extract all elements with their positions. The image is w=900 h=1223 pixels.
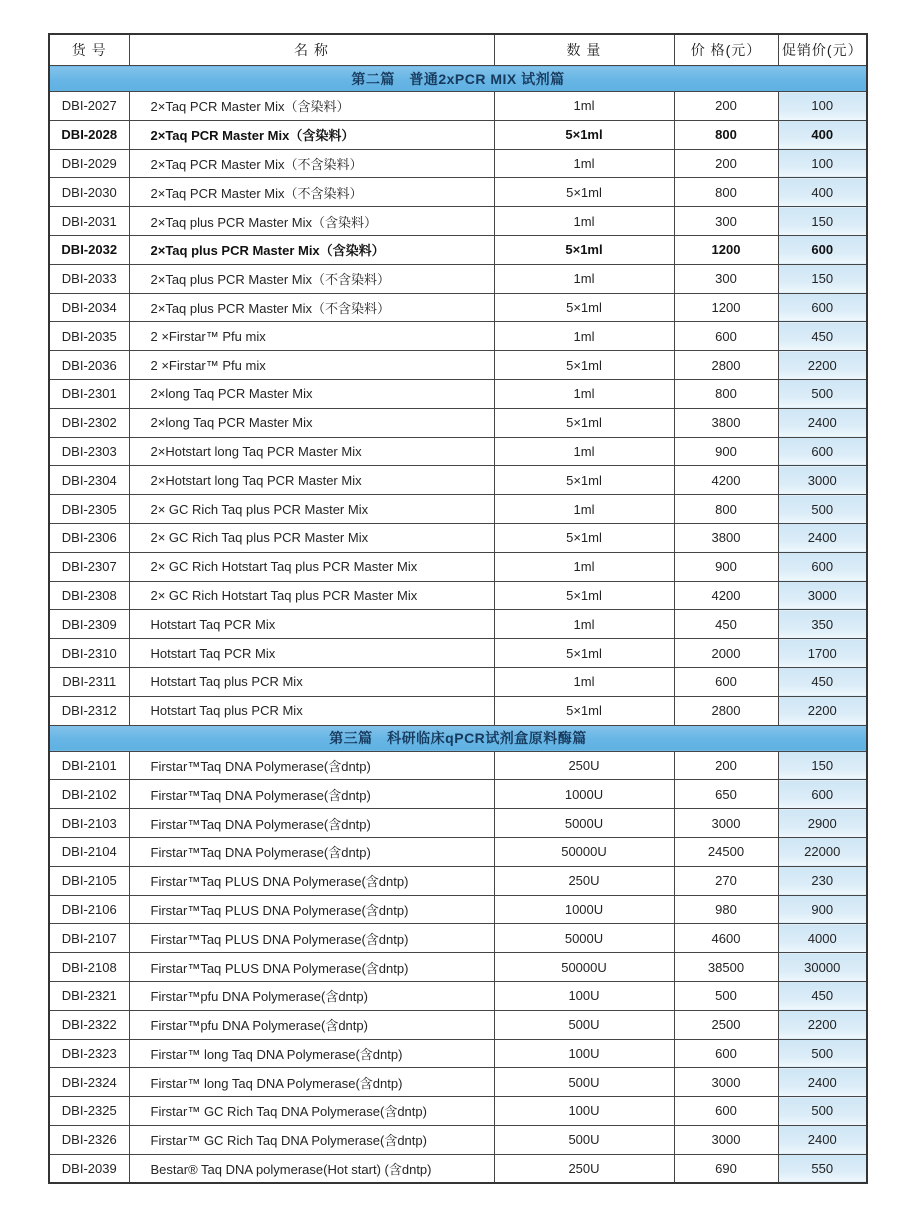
cell-name: 2×Taq PCR Master Mix（含染料） (129, 92, 494, 121)
cell-qty: 5×1ml (494, 581, 674, 610)
cell-promo: 600 (778, 780, 867, 809)
catalog-table-body (49, 66, 867, 1183)
cell-price: 690 (674, 1154, 778, 1183)
table-row (49, 552, 867, 581)
cell-name: Firstar™Taq DNA Polymerase(含dntp) (129, 780, 494, 809)
col-header-qty: 数 量 (494, 34, 674, 66)
cell-code: DBI-2104 (49, 837, 129, 866)
cell-code: DBI-2312 (49, 696, 129, 725)
cell-qty: 1ml (494, 667, 674, 696)
cell-qty: 5×1ml (494, 120, 674, 149)
cell-name: 2× GC Rich Taq plus PCR Master Mix (129, 495, 494, 524)
cell-qty: 1ml (494, 264, 674, 293)
section-band-row (49, 725, 867, 751)
table-row (49, 437, 867, 466)
cell-qty: 5×1ml (494, 351, 674, 380)
cell-code: DBI-2031 (49, 207, 129, 236)
cell-name: 2× GC Rich Hotstart Taq plus PCR Master Mix (129, 581, 494, 610)
table-row (49, 322, 867, 351)
cell-code: DBI-2106 (49, 895, 129, 924)
table-row (49, 523, 867, 552)
table-row (49, 667, 867, 696)
cell-promo: 4000 (778, 924, 867, 953)
cell-qty: 5×1ml (494, 466, 674, 495)
cell-qty: 1000U (494, 895, 674, 924)
cell-code: DBI-2311 (49, 667, 129, 696)
cell-name: 2×Hotstart long Taq PCR Master Mix (129, 466, 494, 495)
cell-price: 500 (674, 981, 778, 1010)
cell-code: DBI-2034 (49, 293, 129, 322)
cell-promo: 150 (778, 264, 867, 293)
cell-price: 1200 (674, 293, 778, 322)
cell-qty: 5×1ml (494, 523, 674, 552)
table-row (49, 408, 867, 437)
cell-name: Hotstart Taq plus PCR Mix (129, 696, 494, 725)
cell-price: 650 (674, 780, 778, 809)
cell-price: 600 (674, 1097, 778, 1126)
cell-code: DBI-2306 (49, 523, 129, 552)
cell-promo: 600 (778, 293, 867, 322)
cell-name: Firstar™ GC Rich Taq DNA Polymerase(含dntp) (129, 1097, 494, 1126)
cell-code: DBI-2108 (49, 953, 129, 982)
cell-name: Firstar™Taq PLUS DNA Polymerase(含dntp) (129, 953, 494, 982)
table-row (49, 866, 867, 895)
table-row (49, 639, 867, 668)
cell-price: 300 (674, 264, 778, 293)
cell-price: 3000 (674, 1125, 778, 1154)
cell-qty: 5000U (494, 924, 674, 953)
table-row (49, 466, 867, 495)
cell-code: DBI-2033 (49, 264, 129, 293)
cell-qty: 5×1ml (494, 696, 674, 725)
section-band-title: 第三篇 科研临床qPCR试剂盒原料酶篇 (49, 725, 867, 751)
cell-name: 2×Taq plus PCR Master Mix（含染料） (129, 207, 494, 236)
cell-name: Firstar™ long Taq DNA Polymerase(含dntp) (129, 1068, 494, 1097)
cell-price: 270 (674, 866, 778, 895)
table-row (49, 207, 867, 236)
cell-qty: 1ml (494, 437, 674, 466)
cell-price: 600 (674, 667, 778, 696)
cell-promo: 3000 (778, 581, 867, 610)
table-row (49, 351, 867, 380)
table-row (49, 981, 867, 1010)
cell-code: DBI-2302 (49, 408, 129, 437)
cell-promo: 500 (778, 1097, 867, 1126)
table-row (49, 92, 867, 121)
cell-name: 2×Taq PCR Master Mix（含染料） (129, 120, 494, 149)
cell-qty: 1ml (494, 207, 674, 236)
cell-price: 2800 (674, 351, 778, 380)
cell-name: Firstar™ GC Rich Taq DNA Polymerase(含dntp) (129, 1125, 494, 1154)
table-row (49, 1039, 867, 1068)
cell-promo: 600 (778, 437, 867, 466)
table-row (49, 751, 867, 780)
cell-promo: 230 (778, 866, 867, 895)
cell-code: DBI-2324 (49, 1068, 129, 1097)
cell-promo: 150 (778, 207, 867, 236)
cell-promo: 2900 (778, 809, 867, 838)
table-row (49, 809, 867, 838)
cell-price: 4200 (674, 581, 778, 610)
cell-price: 980 (674, 895, 778, 924)
cell-code: DBI-2325 (49, 1097, 129, 1126)
cell-qty: 5×1ml (494, 235, 674, 264)
table-row (49, 149, 867, 178)
cell-promo: 500 (778, 495, 867, 524)
col-header-name: 名 称 (129, 34, 494, 66)
cell-name: Firstar™Taq DNA Polymerase(含dntp) (129, 809, 494, 838)
cell-promo: 100 (778, 149, 867, 178)
cell-qty: 1ml (494, 379, 674, 408)
cell-name: Firstar™ long Taq DNA Polymerase(含dntp) (129, 1039, 494, 1068)
cell-price: 200 (674, 92, 778, 121)
cell-price: 600 (674, 322, 778, 351)
table-row (49, 293, 867, 322)
cell-price: 4600 (674, 924, 778, 953)
cell-price: 3000 (674, 1068, 778, 1097)
cell-name: Firstar™Taq DNA Polymerase(含dntp) (129, 751, 494, 780)
cell-promo: 2400 (778, 523, 867, 552)
cell-code: DBI-2307 (49, 552, 129, 581)
cell-qty: 1ml (494, 610, 674, 639)
cell-price: 450 (674, 610, 778, 639)
cell-qty: 100U (494, 1039, 674, 1068)
cell-promo: 500 (778, 1039, 867, 1068)
table-row (49, 495, 867, 524)
cell-promo: 2400 (778, 1068, 867, 1097)
cell-name: 2×Taq plus PCR Master Mix（不含染料） (129, 293, 494, 322)
cell-price: 4200 (674, 466, 778, 495)
cell-qty: 100U (494, 981, 674, 1010)
cell-price: 1200 (674, 235, 778, 264)
cell-price: 600 (674, 1039, 778, 1068)
table-row (49, 924, 867, 953)
cell-promo: 500 (778, 379, 867, 408)
cell-name: 2×Taq PCR Master Mix（不含染料） (129, 149, 494, 178)
cell-qty: 250U (494, 1154, 674, 1183)
cell-price: 800 (674, 178, 778, 207)
cell-code: DBI-2107 (49, 924, 129, 953)
table-row (49, 120, 867, 149)
cell-promo: 22000 (778, 837, 867, 866)
cell-price: 200 (674, 149, 778, 178)
table-row (49, 696, 867, 725)
cell-qty: 500U (494, 1125, 674, 1154)
cell-promo: 100 (778, 92, 867, 121)
cell-qty: 1ml (494, 322, 674, 351)
cell-promo: 3000 (778, 466, 867, 495)
cell-price: 900 (674, 552, 778, 581)
cell-qty: 5×1ml (494, 639, 674, 668)
cell-name: Firstar™Taq PLUS DNA Polymerase(含dntp) (129, 924, 494, 953)
cell-code: DBI-2036 (49, 351, 129, 380)
cell-name: 2×long Taq PCR Master Mix (129, 379, 494, 408)
table-row (49, 837, 867, 866)
cell-code: DBI-2035 (49, 322, 129, 351)
cell-qty: 500U (494, 1068, 674, 1097)
cell-price: 2800 (674, 696, 778, 725)
cell-price: 3800 (674, 408, 778, 437)
cell-name: Bestar® Taq DNA polymerase(Hot start) (含dntp) (129, 1154, 494, 1183)
cell-qty: 250U (494, 751, 674, 780)
cell-code: DBI-2027 (49, 92, 129, 121)
cell-promo: 2400 (778, 408, 867, 437)
cell-code: DBI-2103 (49, 809, 129, 838)
cell-name: Firstar™Taq PLUS DNA Polymerase(含dntp) (129, 866, 494, 895)
cell-name: Firstar™Taq DNA Polymerase(含dntp) (129, 837, 494, 866)
cell-qty: 5×1ml (494, 293, 674, 322)
cell-qty: 1ml (494, 92, 674, 121)
cell-price: 2000 (674, 639, 778, 668)
cell-code: DBI-2309 (49, 610, 129, 639)
cell-promo: 550 (778, 1154, 867, 1183)
cell-name: 2×Hotstart long Taq PCR Master Mix (129, 437, 494, 466)
table-row (49, 1010, 867, 1039)
table-row (49, 178, 867, 207)
cell-name: 2 ×Firstar™ Pfu mix (129, 322, 494, 351)
cell-qty: 50000U (494, 837, 674, 866)
table-row (49, 235, 867, 264)
cell-price: 3800 (674, 523, 778, 552)
cell-code: DBI-2039 (49, 1154, 129, 1183)
cell-name: 2× GC Rich Taq plus PCR Master Mix (129, 523, 494, 552)
cell-promo: 2200 (778, 696, 867, 725)
cell-price: 3000 (674, 809, 778, 838)
cell-name: Hotstart Taq plus PCR Mix (129, 667, 494, 696)
cell-qty: 5×1ml (494, 408, 674, 437)
cell-code: DBI-2105 (49, 866, 129, 895)
cell-name: Hotstart Taq PCR Mix (129, 610, 494, 639)
cell-name: Firstar™pfu DNA Polymerase(含dntp) (129, 981, 494, 1010)
cell-code: DBI-2304 (49, 466, 129, 495)
cell-name: Hotstart Taq PCR Mix (129, 639, 494, 668)
cell-promo: 600 (778, 552, 867, 581)
col-header-promo: 促销价(元） (778, 34, 867, 66)
cell-promo: 900 (778, 895, 867, 924)
cell-code: DBI-2030 (49, 178, 129, 207)
table-row (49, 581, 867, 610)
cell-code: DBI-2301 (49, 379, 129, 408)
cell-qty: 5000U (494, 809, 674, 838)
cell-code: DBI-2326 (49, 1125, 129, 1154)
cell-code: DBI-2321 (49, 981, 129, 1010)
cell-price: 900 (674, 437, 778, 466)
cell-price: 800 (674, 120, 778, 149)
cell-name: 2×Taq plus PCR Master Mix（含染料） (129, 235, 494, 264)
cell-promo: 400 (778, 120, 867, 149)
cell-code: DBI-2102 (49, 780, 129, 809)
table-row (49, 264, 867, 293)
cell-code: DBI-2101 (49, 751, 129, 780)
cell-code: DBI-2029 (49, 149, 129, 178)
cell-promo: 2400 (778, 1125, 867, 1154)
cell-name: 2×long Taq PCR Master Mix (129, 408, 494, 437)
cell-code: DBI-2308 (49, 581, 129, 610)
cell-price: 300 (674, 207, 778, 236)
col-header-code: 货 号 (49, 34, 129, 66)
table-row (49, 379, 867, 408)
table-row (49, 953, 867, 982)
cell-qty: 5×1ml (494, 178, 674, 207)
cell-qty: 500U (494, 1010, 674, 1039)
cell-promo: 350 (778, 610, 867, 639)
cell-promo: 450 (778, 981, 867, 1010)
cell-qty: 1000U (494, 780, 674, 809)
col-header-price: 价 格(元） (674, 34, 778, 66)
cell-qty: 100U (494, 1097, 674, 1126)
cell-code: DBI-2310 (49, 639, 129, 668)
cell-price: 200 (674, 751, 778, 780)
cell-code: DBI-2032 (49, 235, 129, 264)
section-band-row (49, 66, 867, 92)
cell-code: DBI-2303 (49, 437, 129, 466)
cell-code: DBI-2322 (49, 1010, 129, 1039)
cell-qty: 1ml (494, 149, 674, 178)
table-row (49, 895, 867, 924)
cell-qty: 1ml (494, 552, 674, 581)
cell-code: DBI-2323 (49, 1039, 129, 1068)
table-row (49, 1097, 867, 1126)
cell-promo: 450 (778, 322, 867, 351)
cell-code: DBI-2305 (49, 495, 129, 524)
cell-promo: 450 (778, 667, 867, 696)
table-header-row (49, 34, 867, 66)
cell-price: 38500 (674, 953, 778, 982)
cell-promo: 150 (778, 751, 867, 780)
cell-promo: 600 (778, 235, 867, 264)
cell-promo: 2200 (778, 351, 867, 380)
cell-promo: 400 (778, 178, 867, 207)
cell-name: 2×Taq plus PCR Master Mix（不含染料） (129, 264, 494, 293)
cell-promo: 30000 (778, 953, 867, 982)
cell-name: Firstar™Taq PLUS DNA Polymerase(含dntp) (129, 895, 494, 924)
cell-price: 2500 (674, 1010, 778, 1039)
cell-promo: 1700 (778, 639, 867, 668)
cell-price: 24500 (674, 837, 778, 866)
cell-qty: 250U (494, 866, 674, 895)
cell-qty: 1ml (494, 495, 674, 524)
table-row (49, 780, 867, 809)
cell-name: 2 ×Firstar™ Pfu mix (129, 351, 494, 380)
section-band-title: 第二篇 普通2xPCR MIX 试剂篇 (49, 66, 867, 92)
cell-name: 2× GC Rich Hotstart Taq plus PCR Master Mix (129, 552, 494, 581)
table-row (49, 1068, 867, 1097)
cell-price: 800 (674, 495, 778, 524)
cell-code: DBI-2028 (49, 120, 129, 149)
cell-promo: 2200 (778, 1010, 867, 1039)
cell-name: 2×Taq PCR Master Mix（不含染料） (129, 178, 494, 207)
table-row (49, 1154, 867, 1183)
cell-qty: 50000U (494, 953, 674, 982)
table-row (49, 610, 867, 639)
cell-price: 800 (674, 379, 778, 408)
price-table (48, 33, 868, 1184)
cell-name: Firstar™pfu DNA Polymerase(含dntp) (129, 1010, 494, 1039)
table-row (49, 1125, 867, 1154)
